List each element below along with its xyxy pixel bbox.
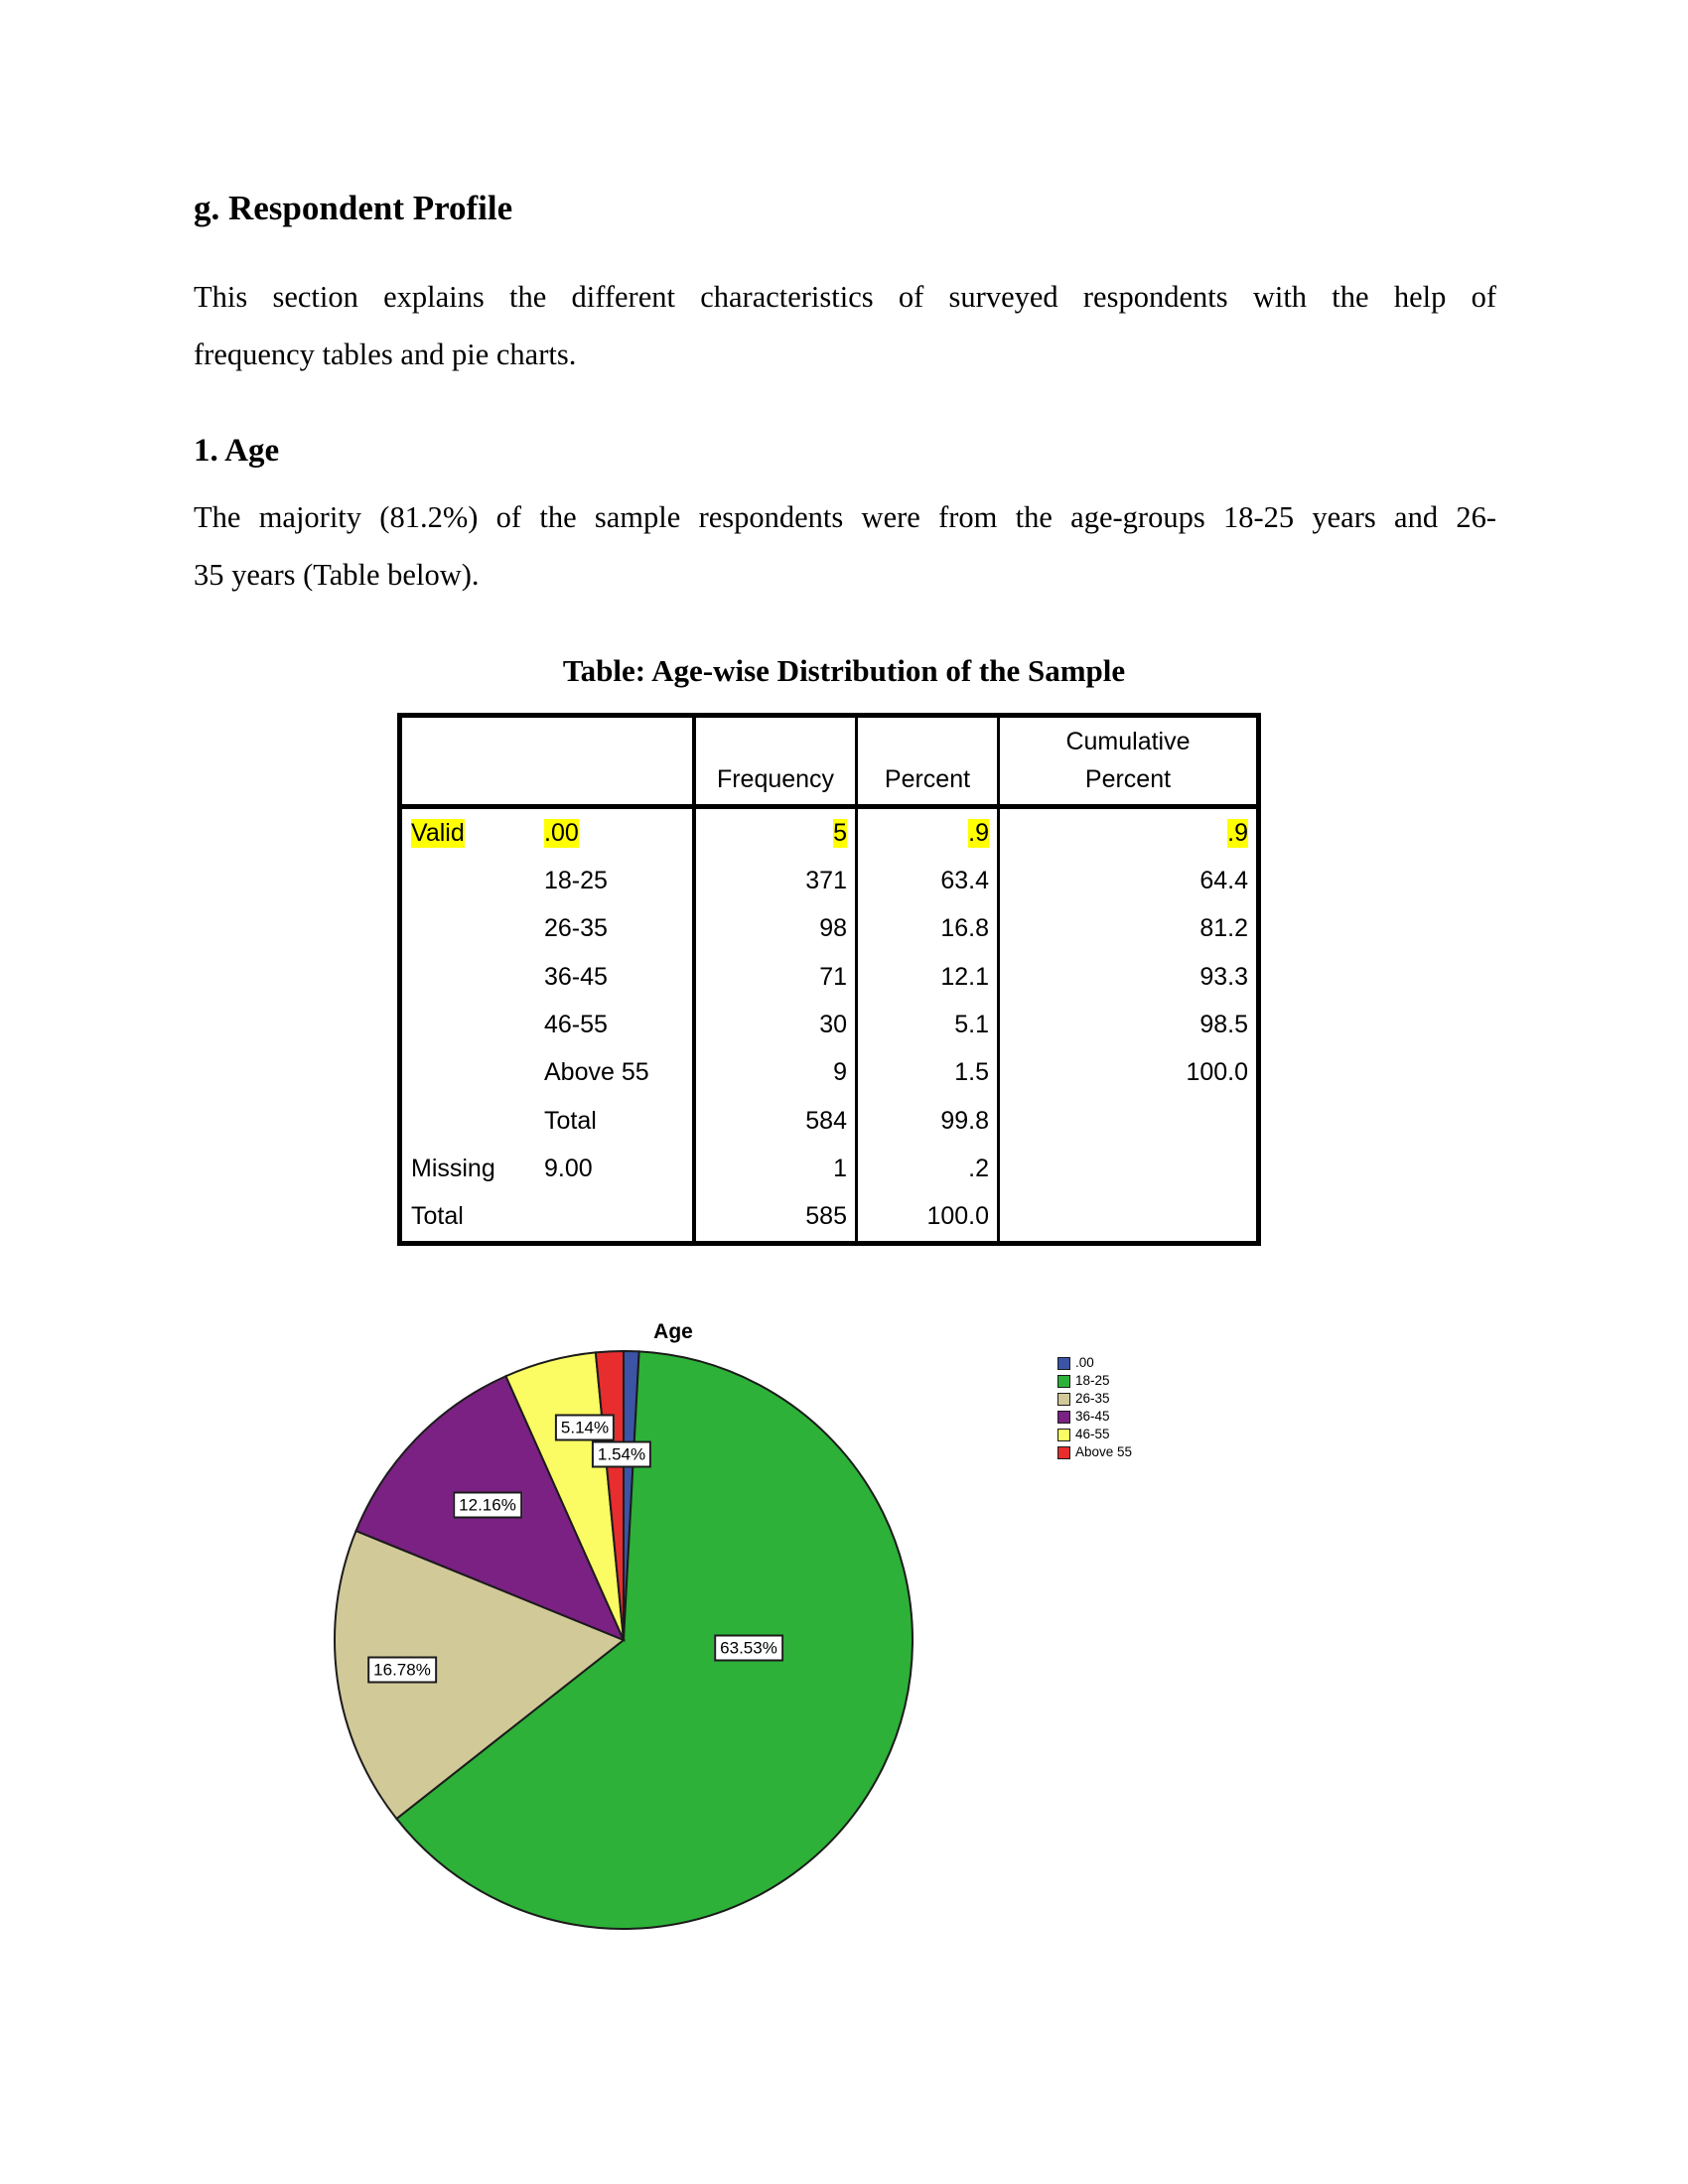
header-frequency: Frequency	[696, 718, 858, 809]
frequency-table	[397, 713, 1261, 1246]
legend-item	[1057, 1374, 1132, 1388]
header-percent: Percent	[858, 718, 1000, 809]
paragraph-line: This section explains the different characteristics of surveyed respondents with the help of	[194, 280, 1496, 314]
cell-group-label: Total	[411, 1202, 464, 1231]
cell-group-label	[402, 857, 544, 904]
header-blank-cell	[402, 718, 696, 809]
cell-percent: 16.8	[858, 905, 1000, 953]
cell-group-label	[402, 1097, 544, 1145]
cell-percent: 63.4	[858, 857, 1000, 904]
legend-label: 26-35	[1075, 1391, 1110, 1406]
paragraph-line: The majority (81.2%) of the sample respondents were from the age-groups 18-25 years and 26-	[194, 500, 1496, 534]
cell-group-label	[402, 1049, 544, 1097]
cell-frequency: 71	[696, 953, 858, 1001]
pie-label-46-55: 5.14%	[555, 1415, 615, 1441]
age-paragraph	[194, 500, 1496, 615]
cell-percent: 1.5	[858, 1049, 1000, 1097]
cell-value-label: 46-55	[544, 1001, 696, 1048]
cell-value-label	[544, 1193, 696, 1241]
cell-group-label	[402, 905, 544, 953]
cell-cumulative-percent: 64.4	[1199, 866, 1248, 894]
cell-percent: .9	[858, 809, 1000, 857]
legend-label: 18-25	[1075, 1373, 1110, 1388]
cell-cumulative-percent	[1000, 1097, 1256, 1145]
legend-item	[1057, 1356, 1132, 1370]
cell-percent: 5.1	[858, 1001, 1000, 1048]
cell-cumulative-percent: 93.3	[1199, 962, 1248, 991]
cell-frequency: 584	[696, 1097, 858, 1145]
paragraph-line: 35 years (Table below).	[194, 558, 480, 592]
cell-percent: .2	[858, 1145, 1000, 1192]
legend-swatch-icon	[1057, 1375, 1070, 1388]
table-caption: Table: Age-wise Distribution of the Sample	[562, 653, 1126, 688]
cell-cumulative-percent: 98.5	[1199, 1010, 1248, 1038]
cell-group-label	[402, 1001, 544, 1048]
cell-frequency: 371	[696, 857, 858, 904]
cell-cumulative-percent	[1000, 1193, 1256, 1241]
age-subheading: 1. Age	[194, 433, 280, 469]
legend-swatch-icon	[1057, 1393, 1070, 1406]
header-cumulative-percent: Cumulative Percent	[1000, 718, 1256, 809]
cell-value-label: 18-25	[544, 857, 696, 904]
pie-label-36-45: 12.16%	[453, 1492, 522, 1519]
intro-paragraph	[194, 280, 1496, 395]
cell-cumulative-percent	[1000, 1145, 1256, 1192]
legend-label: .00	[1075, 1355, 1094, 1370]
cell-group-label: Missing	[411, 1154, 495, 1182]
legend-swatch-icon	[1057, 1411, 1070, 1424]
cell-value-label: Total	[544, 1097, 696, 1145]
chart-title: Age	[653, 1320, 693, 1343]
cell-percent: 100.0	[858, 1193, 1000, 1241]
cell-frequency: 1	[696, 1145, 858, 1192]
cell-value-label: 9.00	[544, 1145, 696, 1192]
age-pie-chart	[278, 1310, 973, 1985]
cell-frequency: 585	[696, 1193, 858, 1241]
cell-frequency: 30	[696, 1001, 858, 1048]
cell-frequency: 9	[696, 1049, 858, 1097]
pie-label-18-25: 63.53%	[714, 1635, 783, 1662]
cell-value-label: 26-35	[544, 905, 696, 953]
cell-group-label	[402, 953, 544, 1001]
cell-value-label: .00	[544, 809, 696, 857]
cell-percent: 12.1	[858, 953, 1000, 1001]
cell-frequency: 98	[696, 905, 858, 953]
cell-cumulative-percent: .9	[1227, 818, 1248, 847]
cell-cumulative-percent: 100.0	[1186, 1058, 1248, 1087]
legend-swatch-icon	[1057, 1429, 1070, 1441]
legend-label: 36-45	[1075, 1409, 1110, 1424]
legend-swatch-icon	[1057, 1446, 1070, 1459]
cell-percent: 99.8	[858, 1097, 1000, 1145]
chart-legend	[1057, 1356, 1132, 1463]
section-heading: g. Respondent Profile	[194, 189, 513, 227]
legend-item	[1057, 1410, 1132, 1424]
legend-label: 46-55	[1075, 1427, 1110, 1441]
legend-swatch-icon	[1057, 1357, 1070, 1370]
legend-item	[1057, 1392, 1132, 1406]
cell-cumulative-percent: 81.2	[1199, 914, 1248, 943]
legend-item	[1057, 1445, 1132, 1459]
paragraph-line: frequency tables and pie charts.	[194, 338, 577, 371]
pie-label-above-55: 1.54%	[592, 1441, 651, 1468]
legend-item	[1057, 1428, 1132, 1441]
cell-value-label: 36-45	[544, 953, 696, 1001]
cell-group-label: Valid	[411, 818, 465, 847]
cell-value-label: Above 55	[544, 1049, 696, 1097]
legend-label: Above 55	[1075, 1444, 1133, 1459]
cell-frequency: 5	[696, 809, 858, 857]
pie-label-26-35: 16.78%	[367, 1657, 437, 1684]
